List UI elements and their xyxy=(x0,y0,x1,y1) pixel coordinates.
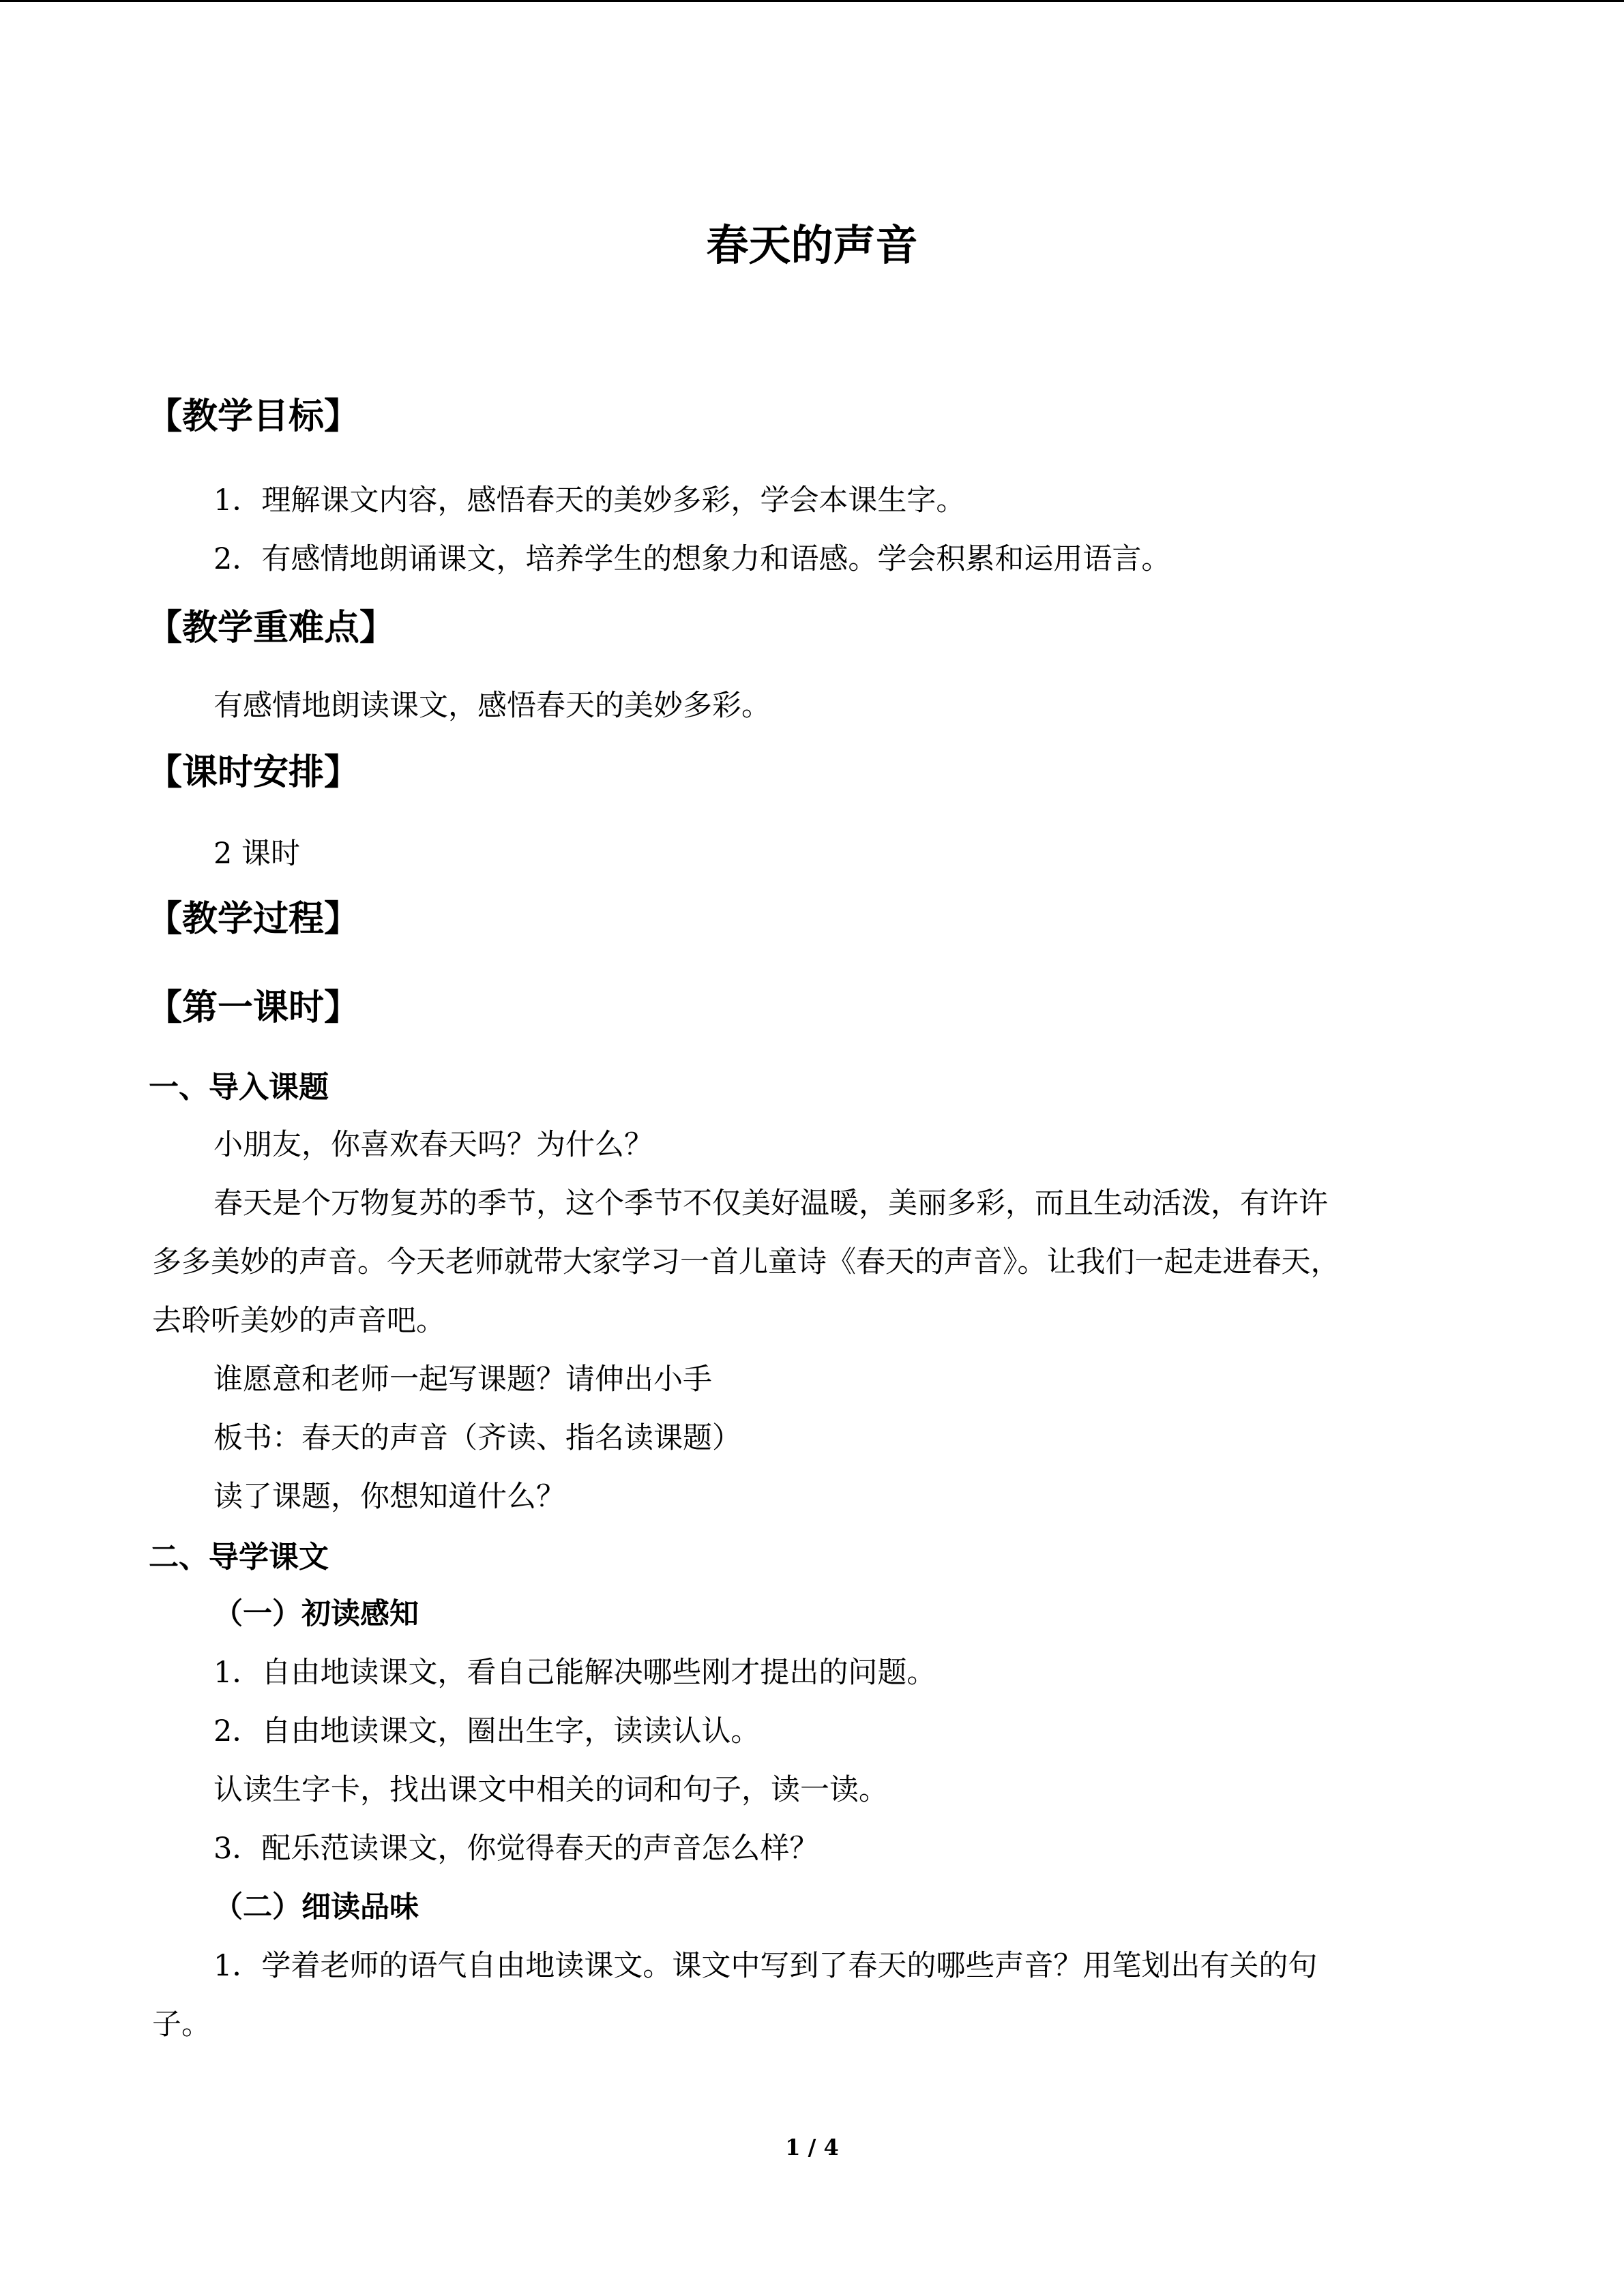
document-title: 春天的声音 xyxy=(706,220,918,270)
part2-item-3: 3．配乐范读课文，你觉得春天的声音怎么样？ xyxy=(213,1832,819,1866)
schedule-text: 2 课时 xyxy=(213,837,301,871)
objective-2: 2．有感情地朗诵课文，培养学生的想象力和语感。学会积累和运用语言。 xyxy=(213,542,1171,576)
part1-paragraph-1: 小朋友，你喜欢春天吗？为什么？ xyxy=(213,1128,653,1162)
part2-subheading-1: （一）初读感知 xyxy=(213,1597,419,1631)
part1-paragraph-5: 读了课题，你想知道什么？ xyxy=(213,1480,565,1514)
part1-paragraph-2-line-1: 春天是个万物复苏的季节，这个季节不仅美好温暖，美丽多彩，而且生动活泼，有许许 xyxy=(213,1187,1328,1221)
objective-1: 1．理解课文内容，感悟春天的美妙多彩，学会本课生字。 xyxy=(213,483,966,518)
process-heading: 【教学过程】 xyxy=(147,899,360,940)
top-border xyxy=(0,0,1624,2)
objectives-heading: 【教学目标】 xyxy=(147,396,360,437)
part2-item-1: 1．自由地读课文，看自己能解决哪些刚才提出的问题。 xyxy=(213,1656,936,1690)
part2-item-4-line-1: 1．学着老师的语气自由地读课文。课文中写到了春天的哪些声音？用笔划出有关的句 xyxy=(213,1949,1318,1983)
first-lesson-heading: 【第一课时】 xyxy=(147,987,360,1028)
part2-heading: 二、导学课文 xyxy=(149,1540,329,1575)
page-number: 1 / 4 xyxy=(785,2134,839,2160)
part2-item-2b: 认读生字卡，找出课文中相关的词和句子，读一读。 xyxy=(213,1773,888,1807)
key-points-heading: 【教学重难点】 xyxy=(147,608,396,648)
part2-item-2: 2．自由地读课文，圈出生字，读读认认。 xyxy=(213,1714,761,1748)
part1-paragraph-3: 谁愿意和老师一起写课题？请伸出小手 xyxy=(213,1362,712,1397)
part1-heading: 一、导入课题 xyxy=(149,1070,329,1105)
part2-item-4-line-2: 子。 xyxy=(152,2008,211,2042)
key-points-text: 有感情地朗读课文，感悟春天的美妙多彩。 xyxy=(213,689,771,723)
part1-paragraph-2-line-3: 去聆听美妙的声音吧。 xyxy=(152,1304,445,1338)
schedule-heading: 【课时安排】 xyxy=(147,752,360,793)
part1-paragraph-2-line-2: 多多美妙的声音。今天老师就带大家学习一首儿童诗《春天的声音》。让我们一起走进春天， xyxy=(152,1245,1340,1279)
part1-paragraph-4: 板书：春天的声音（齐读、指名读课题） xyxy=(213,1421,741,1455)
part2-subheading-2: （二）细读品味 xyxy=(213,1890,419,1924)
